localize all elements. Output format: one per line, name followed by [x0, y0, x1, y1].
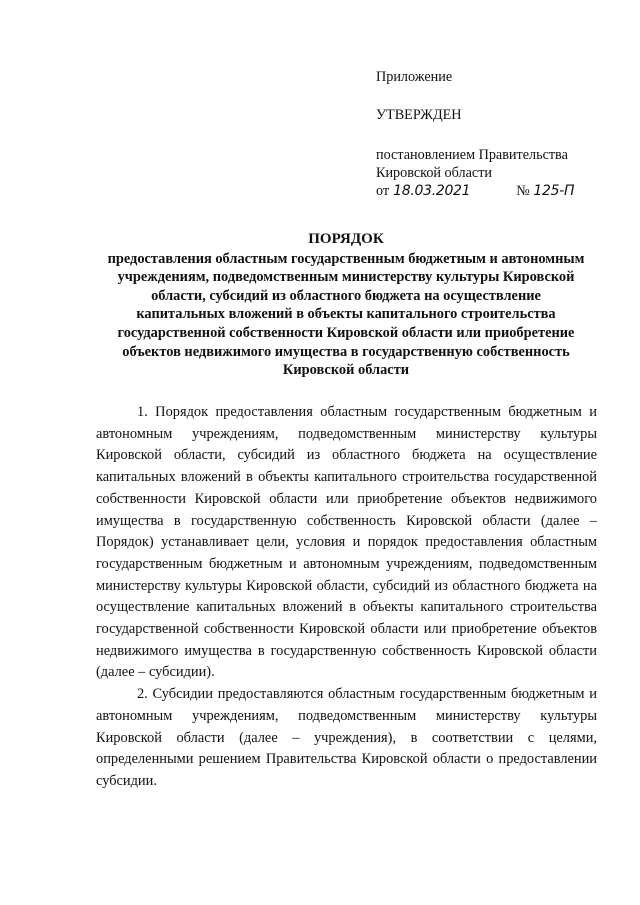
approval-block [376, 68, 574, 200]
title-line: капитальных вложений в объекты капитального строительства [136, 306, 556, 323]
appendix-label: Приложение [376, 69, 453, 85]
date-prefix: от [376, 183, 390, 199]
title-line: области, субсидий из областного бюджета на осуществление [151, 287, 541, 304]
resolution-line-2: Кировской области [376, 165, 492, 181]
resolution-line-1: постановлением Правительства [376, 147, 568, 163]
document-body [96, 402, 597, 793]
handwritten-number: 125-П [533, 183, 575, 199]
paragraph-2: 2. Субсидии предоставляются областным государственным бюджетным и автономным учреждениям, подведомственным министерству культуры Кировской области (далее – учреждения), в соответствии с целями, определенными решением Правительства Кировской области о предоставлении субсидии. [96, 686, 597, 789]
date-number-line [376, 182, 574, 200]
approved-label: УТВЕРЖДЕН [376, 107, 462, 123]
number-prefix: № [516, 183, 530, 199]
title-heading: ПОРЯДОК [308, 231, 384, 247]
title-line: Кировской области [282, 362, 410, 379]
title-line: государственной собственности Кировской области или приобретение [117, 324, 575, 341]
title-line: объектов недвижимого имущества в государственную собственность [122, 343, 570, 360]
paragraph-1: 1. Порядок предоставления областным государственным бюджетным и автономным учреждениям, подведомственным министерству культуры Кировской области, субсидий из областного бюджета на осуществление капитальных вложений в объекты капитального строительства государственной собственности Кировской области или приобретение объектов недвижимого имущества в государственную собственность Кировской области (далее – Порядок) устанавливает цели, условия и порядок предоставления областным государственным бюджетным и автономным учреждениям, подведомственным министерству культуры Кировской области, субсидий из областного бюджета на осуществление капитальных вложений в объекты капитального строительства государственной собственности Кировской области или приобретение объектов недвижимого имущества в государственную собственность Кировской области (далее – субсидии). [96, 404, 597, 681]
title-line: учреждениям, подведомственным министерству культуры Кировской [117, 269, 575, 286]
title-line: предоставления областным государственным бюджетным и автономным [107, 250, 585, 267]
handwritten-date: 18.03.2021 [393, 183, 471, 199]
document-title [96, 230, 596, 380]
